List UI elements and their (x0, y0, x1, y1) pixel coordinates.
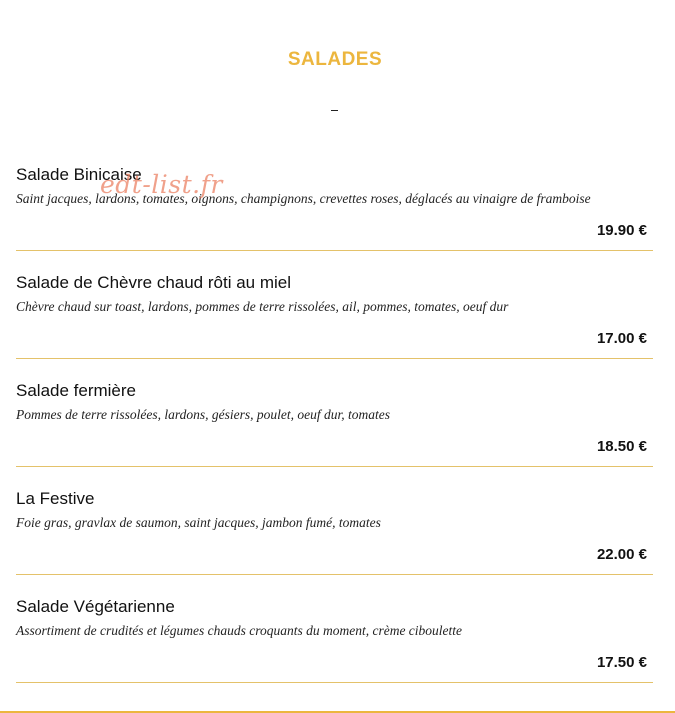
item-name: Salade de Chèvre chaud rôti au miel (16, 273, 291, 292)
item-name: La Festive (16, 489, 95, 508)
menu-item (16, 489, 653, 575)
menu-item (16, 165, 653, 251)
item-name: Salade fermière (16, 381, 137, 400)
item-price: 18.50 € (596, 438, 647, 455)
item-description: Pommes de terre rissolées, lardons, gésiers, poulet, oeuf dur, tomates (16, 407, 390, 422)
watermark: edt-list.fr (100, 170, 223, 199)
item-description: Saint jacques, lardons, tomates, oignons, champignons, crevettes roses, déglacés au vinaigre de framboise (16, 191, 591, 206)
title-dash (331, 110, 338, 111)
item-description: Foie gras, gravlax de saumon, saint jacques, jambon fumé, tomates (16, 515, 381, 530)
item-description: Chèvre chaud sur toast, lardons, pommes de terre rissolées, ail, pommes, tomates, oeuf dur (16, 299, 509, 314)
item-name: Salade Binicaise (16, 165, 142, 184)
item-price: 17.50 € (596, 654, 647, 671)
item-price: 19.90 € (596, 222, 647, 239)
item-description: Assortiment de crudités et légumes chauds croquants du moment, crème ciboulette (16, 623, 463, 638)
item-name: Salade Végétarienne (16, 597, 175, 616)
menu-item (16, 273, 653, 359)
menu-item (16, 597, 653, 683)
item-price: 22.00 € (596, 546, 647, 563)
section-title: SALADES (287, 49, 383, 70)
menu-item (16, 381, 653, 467)
item-price: 17.00 € (596, 330, 647, 347)
